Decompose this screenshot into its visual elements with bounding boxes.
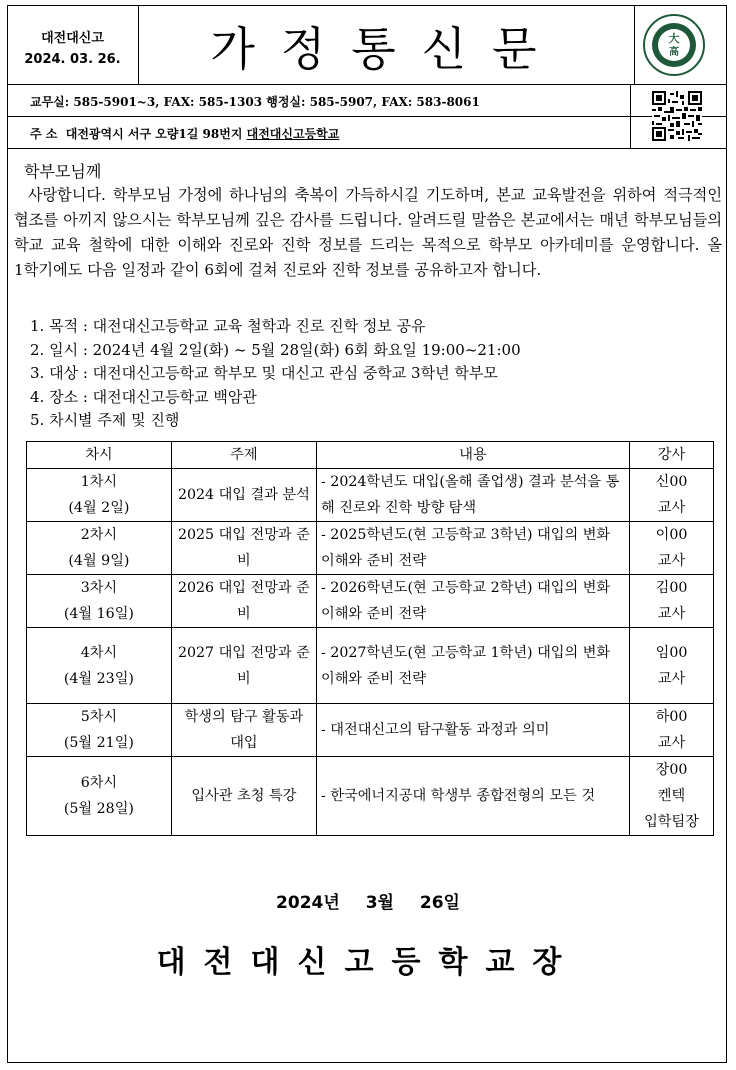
session-label: 3차시 [80,580,118,596]
content-cell: - 한국에너지공대 학생부 종합전형의 모든 것 [316,757,629,836]
letter-paragraph [14,183,722,283]
contact-line: 교무실: 585-5901~3, FAX: 585-1303 행정실: 585-5907, FAX: 583-8061 [30,95,480,109]
greeting: 학부모님께 [24,162,102,181]
divider [7,84,727,85]
speaker-role-2: 입학팀장 [644,814,699,830]
speaker-cell [630,469,714,522]
speaker-name: 임00 [655,644,688,661]
address-label: 주 소 [30,127,58,141]
address-school: 대전대신고등학교 [246,127,340,141]
letter-paragraph-text: 사랑합니다. 학부모님 가정에 하나님의 축복이 가득하시길 기도하며, 본교 교육발전을 위하여 적극적인 협조를 아끼지 않으시는 학부모님께 깊은 감사를 드립니다. 알려드릴 말씀은 본교에서는 매년 학부모님들의 학교 교육 철학에 대한 이해와 진로와 진학 정보를 드리는 목적으로 학부모 아카데미를 운영합니다. 올 1학기에도 다음 일정과 같이 6회에 걸쳐 진로와 진학 정보를 공유하고자 합니다. [14,186,723,279]
header [7,5,727,84]
list-item: 5. 차시별 주제 및 진행 [30,411,180,429]
topic-cell: 2024 대입 결과 분석 [171,469,316,522]
session-cell [27,704,172,757]
speaker-name: 이00 [655,527,688,543]
table-row [27,469,714,522]
speaker-name: 하00 [655,709,688,725]
speaker-name: 김00 [655,580,688,596]
session-cell [27,522,172,575]
header-session: 차시 [27,442,172,469]
session-cell [27,757,172,836]
speaker-role: 교사 [657,670,686,687]
schedule-table [26,441,714,836]
session-cell [27,628,172,704]
table-row [27,575,714,628]
principal-signature: 대전대신고등학교장 [156,945,580,980]
list-item: 4. 장소 : 대전대신고등학교 백암관 [30,387,257,406]
topic-cell: 2025 대입 전망과 준비 [171,522,316,575]
speaker-cell [630,575,714,628]
session-cell [27,469,172,522]
content-cell: - 2026학년도(현 고등학교 2학년) 대입의 변화 이해와 준비 전략 [316,575,629,628]
table-row [27,628,714,704]
svg-text:大: 大 [668,32,680,45]
header-speaker: 강사 [630,442,714,469]
list-item: 2. 일시 : 2024년 4월 2일(화) ~ 5월 28일(화) 6회 화요일 19:00~21:00 [30,340,521,359]
topic-cell: 입사관 초청 특강 [171,757,316,836]
school-name: 대전대신고 [41,31,104,46]
speaker-name: 신00 [655,474,688,490]
session-date: (4월 9일) [68,553,130,569]
sign-date: 2024년 3월 26일 [276,893,460,913]
speaker-cell [630,522,714,575]
session-date: (4월 2일) [68,500,130,516]
page-title: 가정통신문 [210,22,563,76]
divider [7,116,727,117]
qr-code-icon [652,91,702,141]
qr-divider [630,84,631,148]
school-logo-icon [643,14,705,76]
speaker-name: 장00 [655,762,688,778]
school-date-box [7,5,139,84]
speaker-cell [630,757,714,836]
title-box [139,5,635,84]
speaker-role: 교사 [657,735,686,751]
header-topic: 주제 [171,442,316,469]
session-date: (5월 21일) [63,735,134,751]
session-label: 5차시 [80,709,118,725]
session-date: (5월 28일) [63,801,134,817]
table-header-row [27,442,714,469]
session-date: (4월 16일) [63,606,134,622]
table-row [27,704,714,757]
speaker-role: 교사 [657,500,686,516]
session-label: 1차시 [80,474,118,490]
content-cell: - 대전대신고의 탐구활동 과정과 의미 [316,704,629,757]
table-row [27,757,714,836]
session-label: 6차시 [80,775,118,791]
content-cell: - 2025학년도(현 고등학교 3학년) 대입의 변화 이해와 준비 전략 [316,522,629,575]
info-list [30,315,521,433]
session-cell [27,575,172,628]
header-content: 내용 [316,442,629,469]
speaker-role: 교사 [657,553,686,569]
divider [7,148,727,149]
session-date: (4월 23일) [63,670,134,687]
topic-cell: 학생의 탐구 활동과 대입 [171,704,316,757]
list-item: 1. 목적 : 대전대신고등학교 교육 철학과 진로 진학 정보 공유 [30,317,426,335]
svg-text:高: 高 [669,47,679,58]
table-row [27,522,714,575]
content-cell: - 2024학년도 대입(올해 졸업생) 결과 분석을 통해 진로와 진학 방향 탐색 [316,469,629,522]
content-cell: - 2027학년도(현 고등학교 1학년) 대입의 변화 이해와 준비 전략 [316,628,629,704]
speaker-cell [630,628,714,704]
list-item: 3. 대상 : 대전대신고등학교 학부모 및 대신고 관심 중학교 3학년 학부모 [30,364,498,382]
session-label: 2차시 [80,527,118,543]
issue-date: 2024. 03. 26. [24,52,121,67]
topic-cell: 2027 대입 전망과 준비 [171,628,316,704]
speaker-cell [630,704,714,757]
speaker-role: 켄텍 [657,788,686,804]
address-text: 대전광역시 서구 오량1길 98번지 [65,127,243,141]
topic-cell: 2026 대입 전망과 준비 [171,575,316,628]
address-line [30,125,339,142]
speaker-role: 교사 [657,606,686,622]
session-label: 4차시 [80,644,118,661]
